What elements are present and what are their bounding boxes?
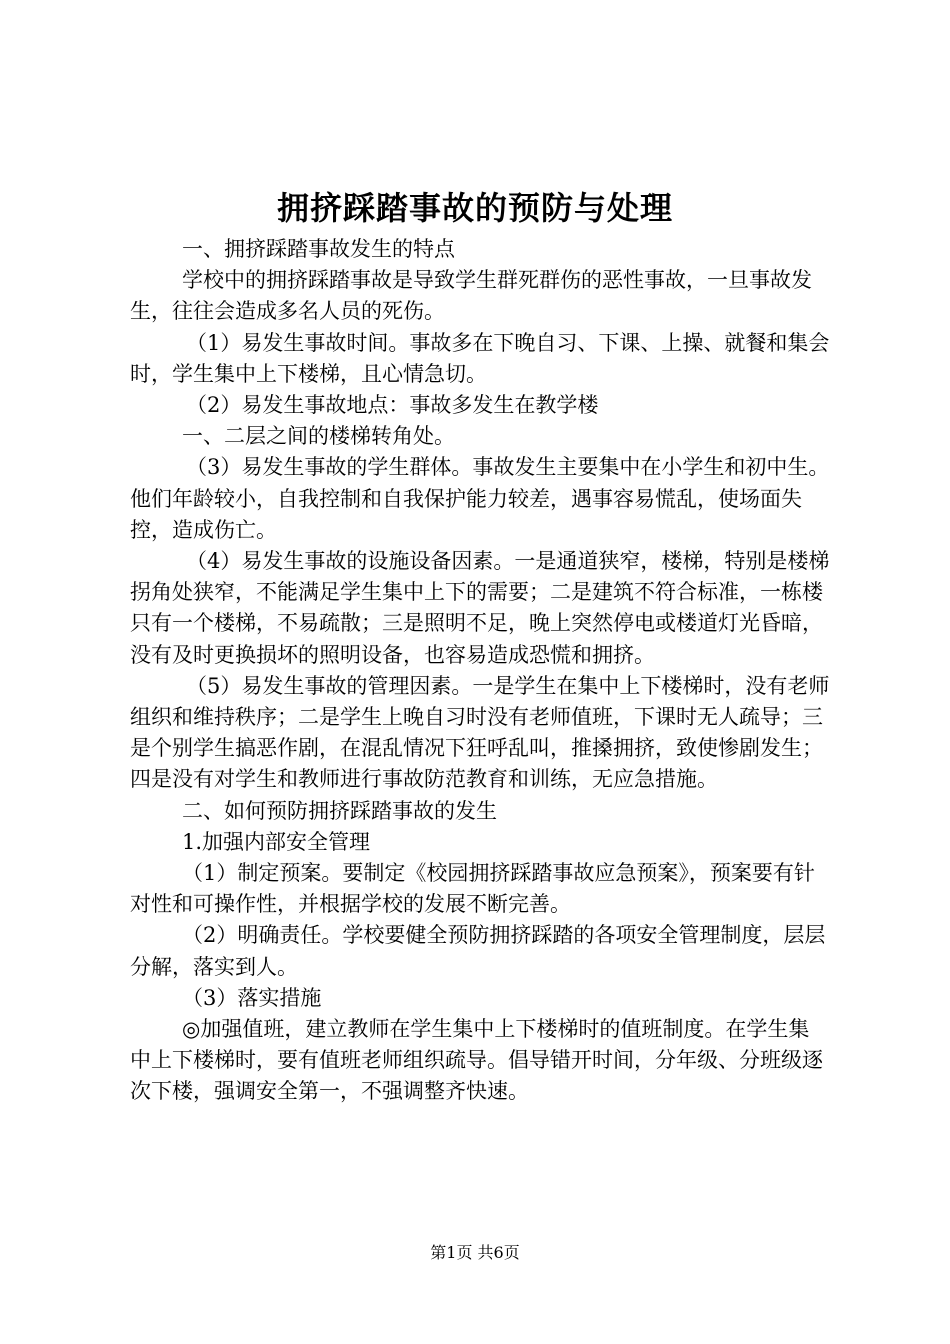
paragraph: （1）易发生事故时间。事故多在下晚自习、下课、上操、就餐和集会时，学生集中上下楼梯，且心情急切。 <box>130 330 830 386</box>
paragraph: 学校中的拥挤踩踏事故是导致学生群死群伤的恶性事故，一旦事故发生，往往会造成多名人员的死伤。 <box>130 268 812 324</box>
paragraph: （2）易发生事故地点：事故多发生在教学楼 <box>186 393 599 418</box>
subsection-heading: 1.加强内部安全管理 <box>182 829 371 854</box>
document-body <box>130 234 830 1108</box>
section-heading: 二、如何预防拥挤踩踏事故的发生 <box>182 798 497 823</box>
paragraph: 一、二层之间的楼梯转角处。 <box>182 424 455 449</box>
paragraph: （2）明确责任。学校要健全预防拥挤踩踏的各项安全管理制度，层层分解，落实到人。 <box>130 923 826 979</box>
paragraph: （3）易发生事故的学生群体。事故发生主要集中在小学生和初中生。他们年龄较小，自我控制和自我保护能力较差，遇事容易慌乱，使场面失控，造成伤亡。 <box>130 455 830 542</box>
paragraph: ◎加强值班，建立教师在学生集中上下楼梯时的值班制度。在学生集中上下楼梯时，要有值班老师组织疏导。倡导错开时间，分年级、分班级逐次下楼，强调安全第一，不强调整齐快速。 <box>130 1017 823 1104</box>
paragraph: （3）落实措施 <box>182 985 322 1010</box>
section-heading: 一、拥挤踩踏事故发生的特点 <box>182 237 455 261</box>
paragraph: （5）易发生事故的管理因素。一是学生在集中上下楼梯时，没有老师组织和维持秩序；二是学生上晚自习时没有老师值班，下课时无人疏导；三是个别学生搞恶作剧，在混乱情况下狂呼乱叫，推搡拥挤，致使惨剧发生；四是没有对学生和教师进行事故防范教育和训练，无应急措施。 <box>130 673 830 792</box>
paragraph: （4）易发生事故的设施设备因素。一是通道狭窄，楼梯，特别是楼梯拐角处狭窄，不能满足学生集中上下的需要；二是建筑不符合标准，一栋楼只有一个楼梯，不易疏散；三是照明不足，晚上突然停电或楼道灯光昏暗，没有及时更换损坏的照明设备，也容易造成恐慌和拥挤。 <box>130 549 830 667</box>
paragraph: （1）制定预案。要制定《校园拥挤踩踏事故应急预案》，预案要有针对性和可操作性，并根据学校的发展不断完善。 <box>130 861 815 917</box>
document-title: 拥挤踩踏事故的预防与处理 <box>276 189 673 227</box>
page-number: 第1页 共6页 <box>430 1243 520 1262</box>
